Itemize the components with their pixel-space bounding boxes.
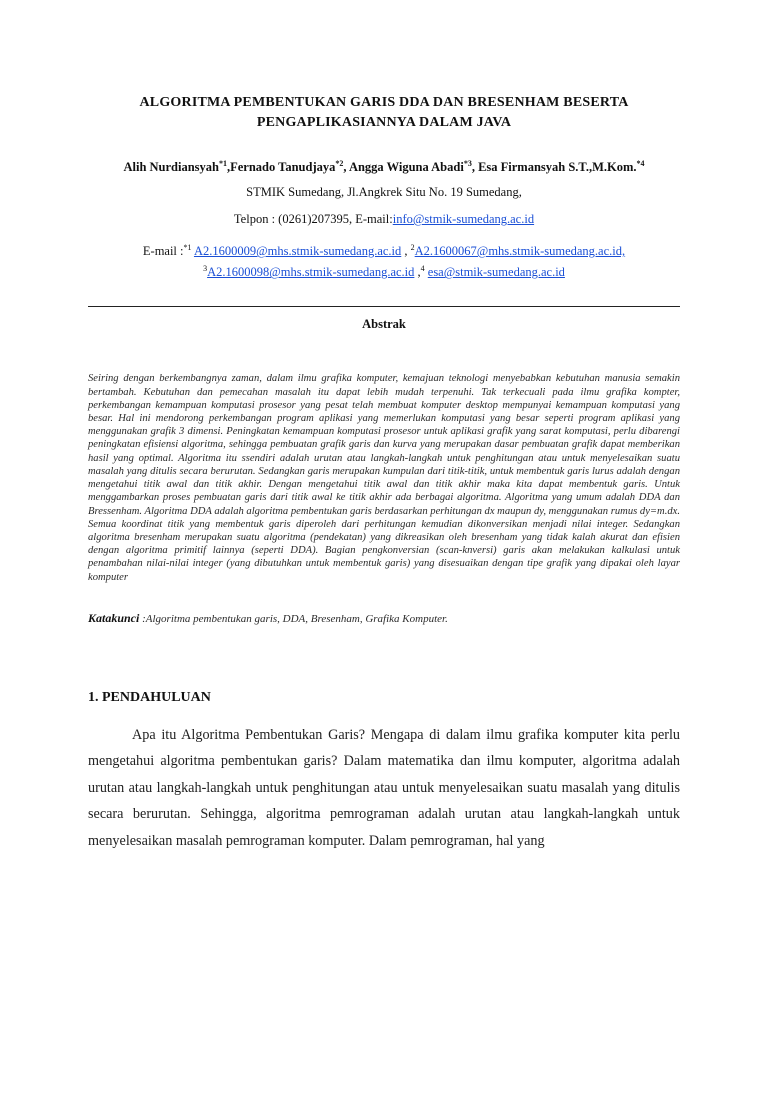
email-label: E-mail :: [142, 244, 184, 259]
author-separator: ,: [471, 160, 479, 175]
keywords-text: :Algoritma pembentukan garis, DDA, Bresenham, Grafika Komputer.: [139, 612, 448, 625]
contact-line: [88, 212, 680, 227]
phone-text: Telpon : (0261)207395, E-mail:: [233, 212, 393, 227]
author-emails: [88, 239, 680, 281]
email-line-2: [88, 260, 680, 281]
institution-email-link[interactable]: info@stmik-sumedang.ac.id: [392, 212, 535, 227]
author-email-link-2[interactable]: A2.1600067@mhs.stmik-sumedang.ac.id,: [414, 244, 626, 259]
author-name: Alih Nurdiansyah: [123, 160, 219, 175]
section-body: Apa itu Algoritma Pembentukan Garis? Mengapa di dalam ilmu grafika komputer kita perlu mengetahui algoritma pembentukan garis? Dalam matematika dan ilmu komputer, algoritma adalah urutan atau langkah-langkah untuk penghitungan atau untuk menyelesaikan suatu masalah yang ditulis secara berurutan. Sehingga, algoritma pemrograman adalah urutan atau langkah-langkah untuk menyelesaikan masalah pemrograman komputer. Dalam pemrograman, hal yang: [88, 726, 680, 849]
paper-title-line-1: ALGORITMA PEMBENTUKAN GARIS DDA DAN BRESENHAM BESERTA: [139, 95, 629, 110]
section-heading: 1. PENDAHULUAN: [88, 689, 211, 705]
paper-page: [0, 93, 768, 1117]
email-superscript: 2: [410, 243, 415, 253]
author-separator: ,: [227, 160, 231, 175]
email-separator: ,: [414, 265, 421, 280]
affiliation: STMIK Sumedang, Jl.Angkrek Situ No. 19 Sumedang,: [246, 185, 522, 200]
email-superscript: *1: [183, 243, 192, 253]
author-superscript: *1: [219, 159, 227, 168]
email-line-1: [88, 239, 680, 260]
author-email-link-1[interactable]: A2.1600009@mhs.stmik-sumedang.ac.id: [193, 244, 402, 259]
author-email-link-3[interactable]: A2.1600098@mhs.stmik-sumedang.ac.id: [207, 265, 415, 280]
author-email-link-4[interactable]: esa@stmik-sumedang.ac.id: [427, 265, 565, 280]
email-superscript: 3: [203, 264, 208, 274]
author-name: Esa Firmansyah S.T.,M.Kom.: [478, 160, 637, 175]
author-superscript: *4: [636, 159, 645, 168]
keywords-line: [88, 611, 680, 626]
author-name: Angga Wiguna Abadi: [348, 160, 464, 175]
author-superscript: *3: [463, 159, 472, 168]
author-list: [88, 159, 680, 175]
abstract-heading: Abstrak: [362, 317, 406, 332]
author-separator: ,: [343, 160, 349, 175]
author-superscript: *2: [335, 159, 344, 168]
paper-title-line-2: PENGAPLIKASIANNYA DALAM JAVA: [256, 115, 512, 130]
paper-title: [88, 93, 680, 133]
email-superscript: 4: [420, 264, 425, 274]
keywords-label: Katakunci: [88, 610, 140, 625]
author-name: Fernado Tanudjaya: [230, 160, 336, 175]
email-separator: ,: [401, 244, 411, 259]
abstract-body: Seiring dengan berkembangnya zaman, dalam ilmu grafika komputer, kemajuan teknologi menyebabkan kebutuhan manusia semakin bertambah. Kebutuhan dan pemecahan masalah itu dapat lebih mudah terpenuhi. Tak terkecuali pada ilmu grafika kompter, perkembangan kemampuan komputasi prosesor yang pesat telah membuat komputer desktop mempunyai kemampuan komputasi yang besar. Hal ini mendorong perkembangan program aplikasi yang memerlukan komputasi yang besar seperti program aplikasi yang menggunakan grafik 3 dimensi. Peningkatan kemampuan komputasi prosesor untuk aplikasi grafik yang sarat komputasi, perlu dibarengi peningkatan efisiensi algoritma, sehingga pembuatan grafik garis dan kurva yang merupakan dasar pembuatan grafik dapat memberikan hasil yang optimal. Algoritma itu ssendiri adalah urutan atau langkah-langkah untuk penghitungan atau untuk menyelesaikan suatu masalah yang ditulis secara berurutan. Sedangkan garis merupakan kumpulan dari titik-titik, untuk membentuk garis lurus adalah dengan mengetahui titik awal dan titik akhir. Dengan mengetahui titik awal dan titik akhir maka kita dapat membentuk garis. Untuk menggambarkan proses pembuatan garis dari titik awal ke titik akhir ada berbagai algoritma. Algoritma yang umum adalah DDA dan Bressenham. Algoritma DDA adalah algoritma pembentukan garis berdasarkan perhitungan dx maupun dy, menggunakan rumus dy=m.dx. Semua koordinat titik yang membentuk garis diperoleh dari perhitungan kemudian dikonversikan menjadi nilai integer. Sedangkan algoritma bresenham merupakan suatu algoritma (pendekatan) yang dikreasikan oleh bresenham yang tidak kalah akurat dan efisien dengan algoritma primitif lainnya (seperti DDA). Bagian pengkonversian (scan-knversi) garis akan melakukan kalkulasi untuk penambahan nilai-nilai integer (yang dibutuhkan untuk membentuk garis) yang disesuaikan dengan tipe grafik yang dipakai oleh layar komputer: [88, 373, 680, 583]
header-divider: [88, 306, 680, 307]
